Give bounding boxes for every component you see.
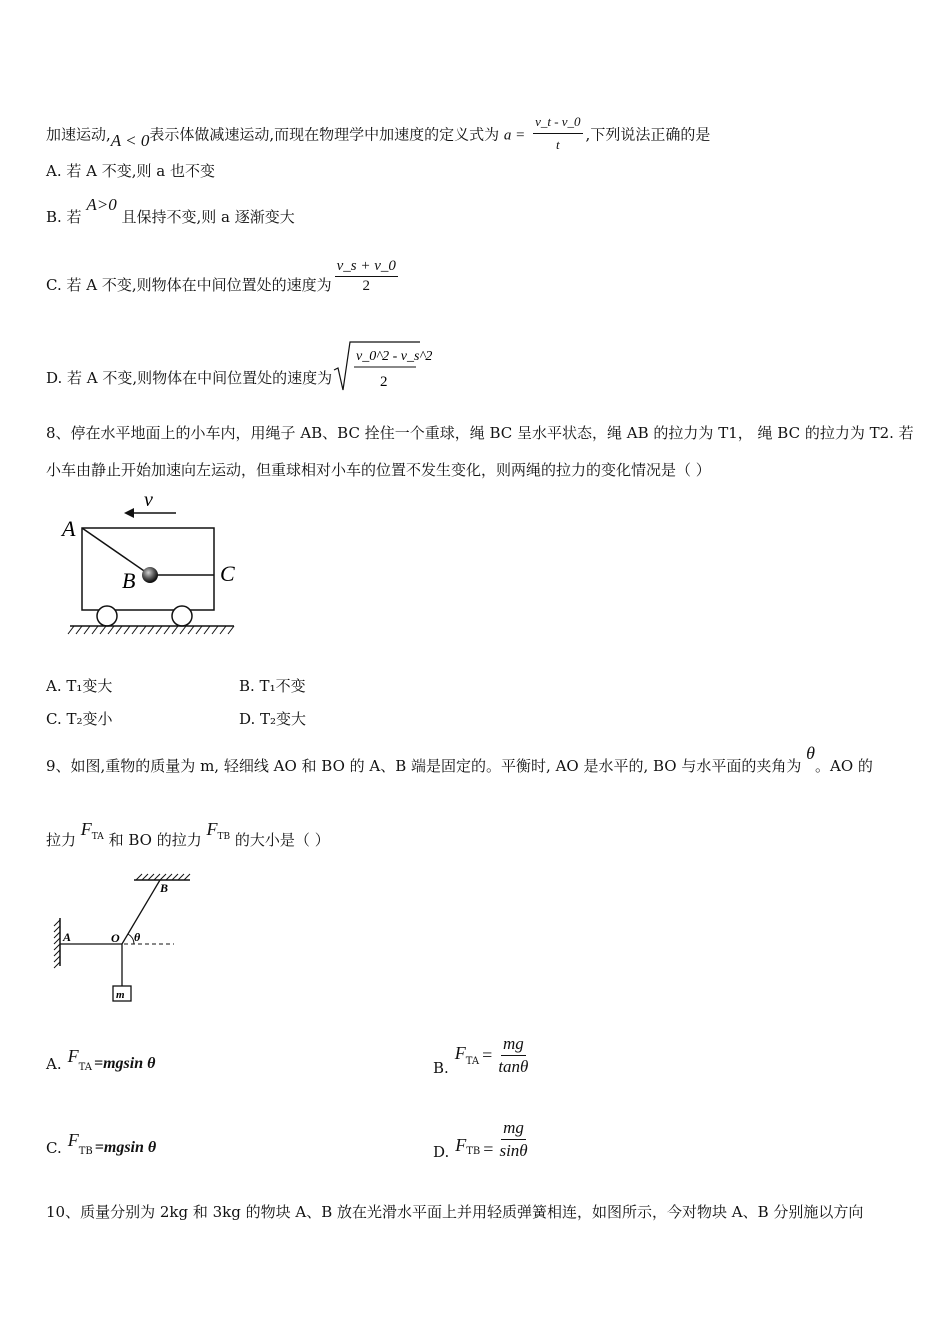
- q9-option-c-label: C.: [46, 1139, 62, 1157]
- q7-option-c-denominator: 2: [362, 278, 371, 294]
- rope-bo: [122, 880, 160, 944]
- q8-line-2: 小车由静止开始加速向左运动，但重球相对小车的位置不发生变化，则两绳的拉力的变化情况是（ ）: [46, 461, 711, 479]
- q9-line-2-c: 的大小是（ ）: [234, 831, 330, 849]
- q9-theta: θ: [806, 743, 815, 763]
- q9-option-d-sub: TB: [466, 1146, 481, 1157]
- left-wall-hatching: [54, 920, 60, 968]
- q7-option-a: A. 若 A 不变,则 a 也不变: [46, 162, 215, 180]
- q8-option-d: D. T₂变大: [239, 710, 307, 728]
- q7-option-c-fraction: [335, 258, 398, 295]
- q9-label-o: O: [111, 931, 120, 945]
- q7-intro-c: ,下列说法正确的是: [585, 125, 711, 144]
- q9-option-b-f: F: [454, 1043, 466, 1063]
- q9-option-c-sub: TB: [78, 1146, 93, 1157]
- q7-option-d: [46, 340, 433, 394]
- q7-option-c-text: C. 若 A 不变,则物体在中间位置处的速度为: [46, 276, 332, 294]
- q7-intro-b: 表示体做减速运动,而现在物理学中加速度的定义式为: [149, 125, 500, 144]
- q7-formula-numerator: v_t - v_0: [533, 112, 582, 134]
- q9-line-1-a: 9、如图,重物的质量为 m, 轻细线 AO 和 BO 的 A、B 端是固定的。平衡时, AO 是水平的, BO 与水平面的夹角为: [46, 757, 802, 775]
- q9-line-2-b: 和 BO 的拉力: [108, 831, 202, 849]
- q9-label-m: m: [116, 989, 125, 1001]
- q9-option-a-label: A.: [46, 1055, 62, 1073]
- q9-option-d-fraction: [499, 1118, 527, 1161]
- ground-hatching: [68, 626, 234, 634]
- q7-option-b-suffix: 且保持不变,则 a 逐渐变大: [121, 208, 295, 226]
- q9-line-2-a: 拉力: [46, 831, 77, 849]
- q9-label-theta: θ: [134, 930, 141, 944]
- q7-formula-denominator: t: [555, 137, 560, 152]
- q9-option-d-f: F: [455, 1135, 467, 1155]
- q9-label-a: A: [63, 930, 72, 944]
- q7-option-b-prefix: B. 若: [46, 208, 82, 226]
- q9-option-c-f: F: [67, 1130, 79, 1150]
- q9-option-a-rhs: =mgsin θ: [93, 1055, 156, 1072]
- rope-ab: [82, 528, 150, 575]
- q9-line-2: [46, 819, 330, 853]
- q9-option-d-denominator: sinθ: [499, 1141, 528, 1160]
- q9-option-b-denominator: tanθ: [498, 1057, 529, 1076]
- velocity-arrow-head-icon: [124, 508, 134, 518]
- q8-line-1: 8、停在水平地面上的小车内，用绳子 AB、BC 拴住一个重球，绳 BC 呈水平状态，绳 AB 的拉力为 T1， 绳 BC 的拉力为 T2. 若: [46, 424, 914, 442]
- q8-option-b: B. T₁不变: [239, 677, 306, 695]
- q7-option-d-denominator: 2: [380, 374, 388, 390]
- q7-option-c: [46, 258, 401, 295]
- q9-option-d: D. F TB = $\frac{mg}{\sin\theta}$: [433, 1118, 528, 1161]
- q9-option-d-numerator: mg: [501, 1118, 526, 1140]
- q9-f-ta-sub: TA: [91, 832, 104, 842]
- q7-option-b: [46, 195, 295, 227]
- sqrt-sign-icon: [332, 340, 433, 394]
- q9-f-tb-sub: TB: [217, 832, 231, 842]
- heavy-ball: [142, 567, 158, 583]
- q8-option-a: A. T₁变大: [46, 677, 113, 695]
- q9-option-b-label: B.: [433, 1058, 449, 1077]
- q7-formula-lhs: a =: [503, 127, 526, 144]
- q10-line-1: 10、质量分别为 2kg 和 3kg 的物块 A、B 放在光滑水平面上并用轻质弹簧相连，如图所示，今对物块 A、B 分别施以方向: [46, 1203, 864, 1221]
- q9-option-d-label: D.: [433, 1142, 450, 1161]
- q7-formula-fraction: [533, 112, 582, 155]
- q9-line-1-b: 。AO 的: [815, 757, 873, 775]
- q9-option-b: B. F TA = $\frac{mg}{\tan\theta}$: [433, 1034, 529, 1077]
- q8-cart-figure: [56, 488, 256, 638]
- q7-option-b-cond: A>0: [86, 195, 117, 214]
- q9-rope-figure: [50, 870, 190, 1010]
- q7-option-d-text: D. 若 A 不变,则物体在中间位置处的速度为: [46, 368, 333, 387]
- wheel-left: [97, 606, 117, 626]
- q9-option-a-f: F: [67, 1046, 79, 1066]
- q7-option-c-numerator: v_s + v_0: [335, 258, 398, 277]
- q8-label-v: v: [144, 489, 153, 511]
- q9-label-b: B: [160, 881, 169, 895]
- ceiling-hatching: [136, 874, 190, 880]
- q9-f-tb: F: [206, 819, 218, 839]
- q8-option-c: C. T₂变小: [46, 710, 113, 728]
- q9-line-1: [46, 743, 873, 776]
- q9-f-ta: F: [80, 819, 92, 839]
- q8-label-c: C: [220, 561, 235, 586]
- q9-option-c-rhs: =mgsin θ: [94, 1139, 157, 1156]
- q9-option-b-numerator: mg: [501, 1034, 526, 1056]
- wheel-right: [172, 606, 192, 626]
- q9-option-b-sub: TA: [465, 1056, 480, 1067]
- q8-label-a: A: [62, 516, 76, 541]
- q9-option-b-fraction: [498, 1034, 528, 1077]
- q7-intro-a: 加速运动,: [46, 125, 111, 144]
- q9-option-a-sub: TA: [78, 1062, 92, 1073]
- q7-option-d-numerator: v_0^2 - v_s^2: [356, 349, 433, 364]
- q8-label-b: B: [122, 568, 136, 593]
- q9-option-a: [46, 1046, 156, 1073]
- q7-intro-cond: A < 0: [110, 130, 150, 150]
- q9-option-c: [46, 1130, 157, 1157]
- q7-intro-line: [46, 114, 710, 157]
